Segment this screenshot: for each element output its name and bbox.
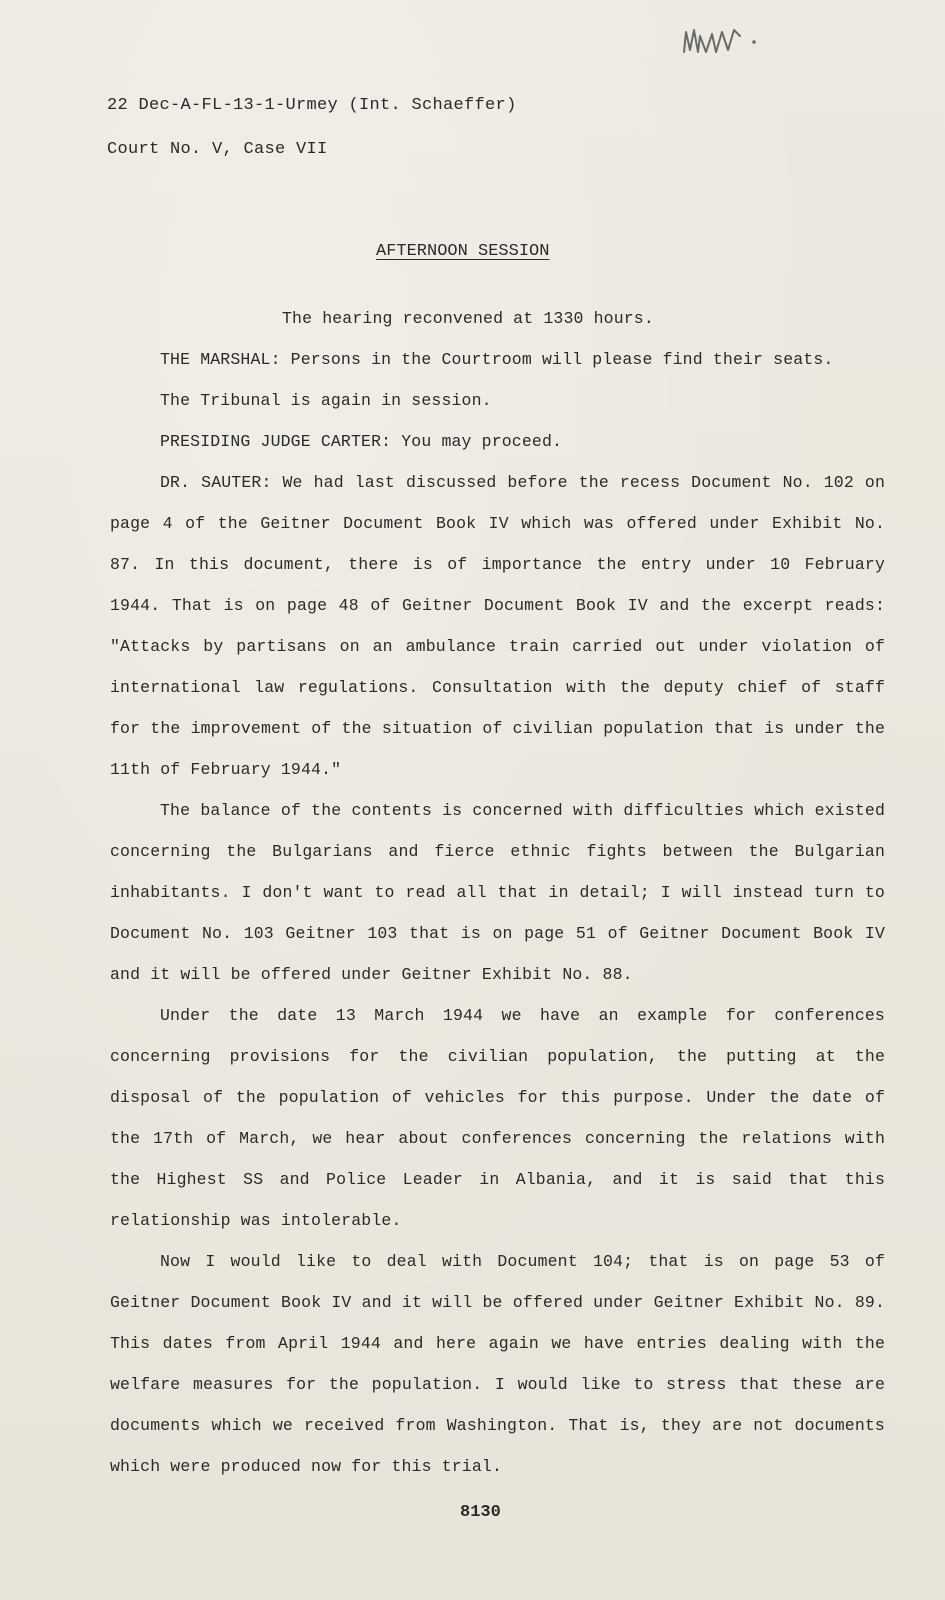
header-docket-line: 22 Dec-A-FL-13-1-Urmey (Int. Schaeffer) (107, 96, 517, 115)
header-court-line: Court No. V, Case VII (107, 140, 328, 159)
paragraph-judge: PRESIDING JUDGE CARTER: You may proceed. (160, 432, 563, 451)
paragraph-document-104: Now I would like to deal with Document 104; that is on page 53 of Geitner Document Book IV and it will be offered under Geitner Exhibit No. 89. This dates from April 1944 and here again we have entries dealing with the welfare measures for the population. I would like to stress that these are documents which we received from Washington. That is, they are not documents which were produced now for this trial. (110, 1252, 885, 1476)
paragraph-march-1944: Under the date 13 March 1944 we have an example for conferences concerning provisions for the civilian population, the putting at the disposal of the population of vehicles for this purpose. Under the date of the 17th of March, we hear about conferences concerning the relations with the Highest SS and Police Leader in Albania, and it is said that this relationship was intolerable. (110, 1006, 885, 1230)
section-title: AFTERNOON SESSION (376, 242, 550, 261)
page-number: 8130 (460, 1503, 501, 1522)
handwritten-initials (680, 22, 770, 62)
paragraph-marshal: THE MARSHAL: Persons in the Courtroom will please find their seats. (160, 350, 834, 369)
paragraph-reconvened: The hearing reconvened at 1330 hours. (282, 309, 654, 328)
transcript-body (110, 298, 885, 1487)
paragraph-sauter-102: DR. SAUTER: We had last discussed before the recess Document No. 102 on page 4 of the Geitner Document Book IV which was offered under Exhibit No. 87. In this document, there is of importance the entry under 10 February 1944. That is on page 48 of Geitner Document Book IV and the excerpt reads: "Attacks by partisans on an ambulance train carried out under violation of international law regulations. Consultation with the deputy chief of staff for the improvement of the situation of civilian population that is under the 11th of February 1944." (110, 473, 885, 779)
paragraph-tribunal: The Tribunal is again in session. (160, 391, 492, 410)
paragraph-bulgarians: The balance of the contents is concerned with difficulties which existed concerning the Bulgarians and fierce ethnic fights between the Bulgarian inhabitants. I don't want to read all that in detail; I will instead turn to Document No. 103 Geitner 103 that is on page 51 of Geitner Document Book IV and it will be offered under Geitner Exhibit No. 88. (110, 801, 885, 984)
